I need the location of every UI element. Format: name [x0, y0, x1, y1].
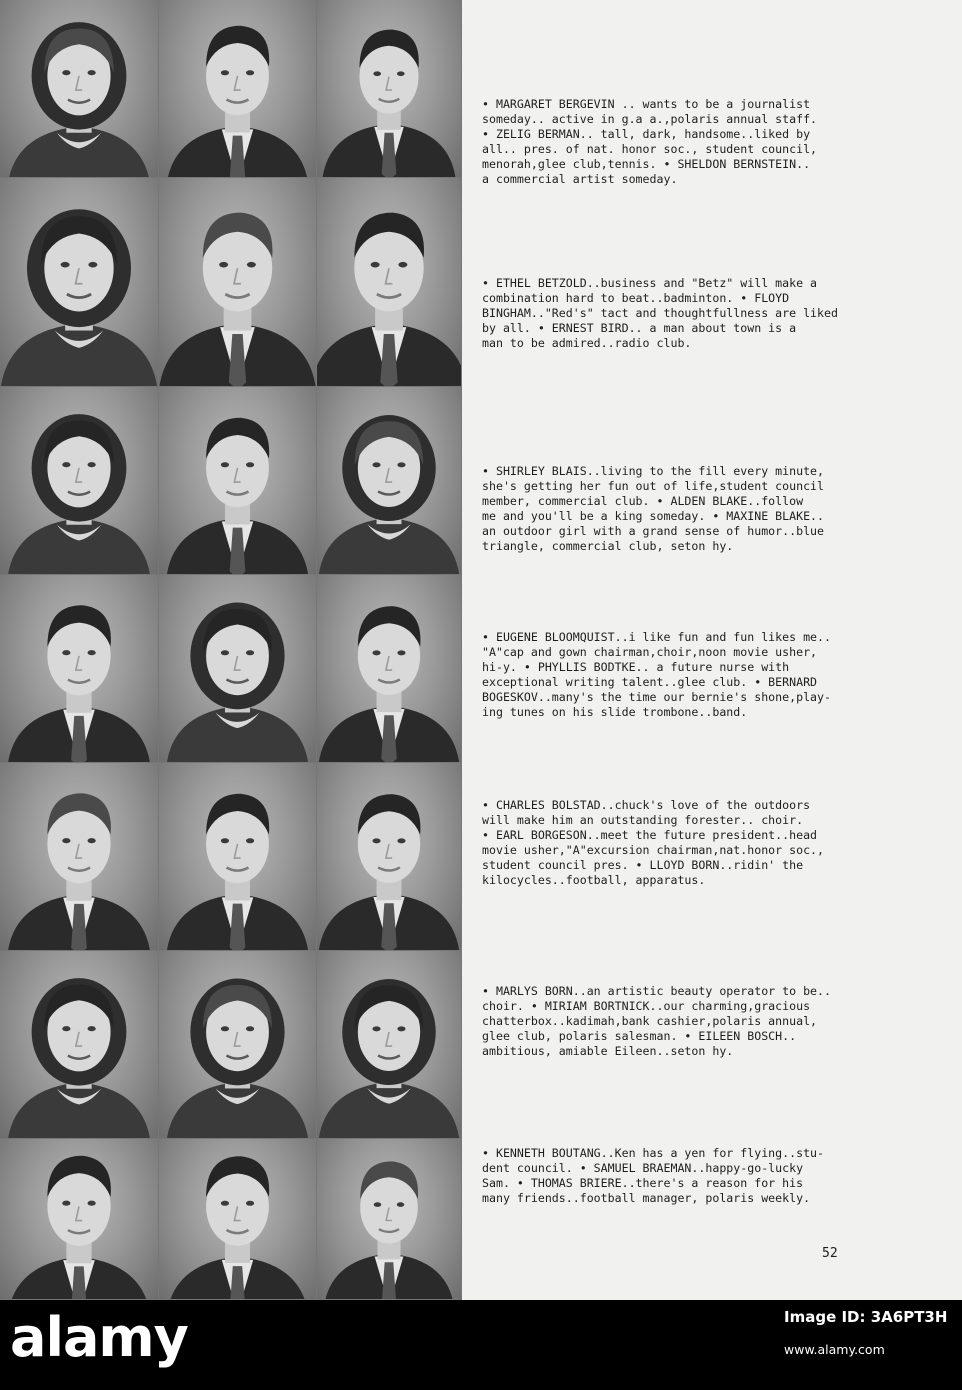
watermark-logo: alamy	[10, 1306, 188, 1369]
caption-line: ambitious, amiable Eileen..seton hy.	[482, 1044, 734, 1058]
caption-line: choir. • MIRIAM BORTNICK..our charming,gracious	[482, 999, 811, 1013]
caption-line: hi-y. • PHYLLIS BODTKE.. a future nurse with	[482, 660, 790, 674]
student-portrait	[317, 0, 462, 178]
caption-line: • EUGENE BLOOMQUIST..i like fun and fun likes me..	[482, 630, 832, 644]
caption-line: by all. • ERNEST BIRD.. a man about town is a	[482, 321, 797, 335]
caption-line: • MARGARET BERGEVIN .. wants to be a journalist	[482, 97, 811, 111]
caption-line: all.. pres. of nat. honor soc., student council,	[482, 142, 818, 156]
caption-line: ing tunes on his slide trombone..band.	[482, 705, 748, 719]
student-portrait	[159, 1139, 317, 1300]
caption-line: triangle, commercial club, seton hy.	[482, 539, 734, 553]
student-portrait	[159, 575, 317, 763]
student-portrait	[159, 951, 317, 1139]
caption-line: me and you'll be a king someday. • MAXINE BLAKE..	[482, 509, 825, 523]
caption-line: Sam. • THOMAS BRIERE..there's a reason for his	[482, 1176, 804, 1190]
student-portrait	[317, 1139, 462, 1300]
student-portrait	[317, 951, 462, 1139]
caption-line: • ETHEL BETZOLD..business and "Betz" will make a	[482, 276, 818, 290]
student-portrait	[0, 763, 159, 951]
caption-line: an outdoor girl with a grand sense of humor..blue	[482, 524, 825, 538]
caption-line: • KENNETH BOUTANG..Ken has a yen for flying..stu-	[482, 1146, 825, 1160]
caption-line: kilocycles..football, apparatus.	[482, 873, 706, 887]
student-portrait	[317, 178, 462, 387]
student-portrait	[0, 387, 159, 575]
caption-line: a commercial artist someday.	[482, 172, 678, 186]
caption-line: BOGESKOV..many's the time our bernie's shone,play-	[482, 690, 832, 704]
caption-line: exceptional writing talent..glee club. • BERNARD	[482, 675, 818, 689]
caption-line: member, commercial club. • ALDEN BLAKE..follow	[482, 494, 804, 508]
caption-line: student council pres. • LLOYD BORN..ridin' the	[482, 858, 804, 872]
student-portrait	[0, 1139, 159, 1300]
caption-line: she's getting her fun out of life,student council	[482, 479, 825, 493]
caption-block	[482, 630, 932, 720]
caption-line: man to be admired..radio club.	[482, 336, 692, 350]
student-portrait	[0, 951, 159, 1139]
caption-line: • SHIRLEY BLAIS..living to the fill every minute,	[482, 464, 825, 478]
caption-line: • CHARLES BOLSTAD..chuck's love of the outdoors	[482, 798, 811, 812]
caption-line: • MARLYS BORN..an artistic beauty operator to be..	[482, 984, 832, 998]
caption-line: combination hard to beat..badminton. • FLOYD	[482, 291, 790, 305]
student-portrait	[0, 178, 159, 387]
caption-line: chatterbox..kadimah,bank cashier,polaris annual,	[482, 1014, 818, 1028]
caption-column	[462, 0, 962, 1300]
caption-block	[482, 798, 932, 888]
student-portrait	[159, 178, 317, 387]
caption-line: many friends..football manager, polaris weekly.	[482, 1191, 811, 1205]
student-portrait	[159, 763, 317, 951]
caption-line: dent council. • SAMUEL BRAEMAN..happy-go-lucky	[482, 1161, 804, 1175]
caption-line: movie usher,"A"excursion chairman,nat.honor soc.,	[482, 843, 825, 857]
watermark-url: www.alamy.com	[784, 1342, 885, 1357]
caption-block	[482, 464, 932, 554]
caption-block	[482, 276, 932, 351]
caption-line: will make him an outstanding forester.. choir.	[482, 813, 804, 827]
student-portrait	[317, 763, 462, 951]
caption-block	[482, 1146, 932, 1206]
page-number: 52	[822, 1246, 838, 1261]
caption-line: "A"cap and gown chairman,choir,noon movie usher,	[482, 645, 818, 659]
student-portrait	[159, 0, 317, 178]
caption-block	[482, 97, 932, 187]
student-portrait	[0, 0, 159, 178]
caption-line: • EARL BORGESON..meet the future president..head	[482, 828, 818, 842]
caption-line: menorah,glee club,tennis. • SHELDON BERNSTEIN..	[482, 157, 811, 171]
watermark-image-id: Image ID: 3A6PT3H	[784, 1308, 948, 1326]
caption-line: • ZELIG BERMAN.. tall, dark, handsome..liked by	[482, 127, 811, 141]
student-portrait	[317, 387, 462, 575]
caption-block	[482, 984, 932, 1059]
student-portrait	[0, 575, 159, 763]
student-portrait	[317, 575, 462, 763]
caption-line: glee club, polaris salesman. • EILEEN BOSCH..	[482, 1029, 797, 1043]
caption-line: someday.. active in g.a a.,polaris annual staff.	[482, 112, 818, 126]
portrait-grid	[0, 0, 462, 1300]
caption-line: BINGHAM.."Red's" tact and thoughtfullness are liked	[482, 306, 838, 320]
student-portrait	[159, 387, 317, 575]
